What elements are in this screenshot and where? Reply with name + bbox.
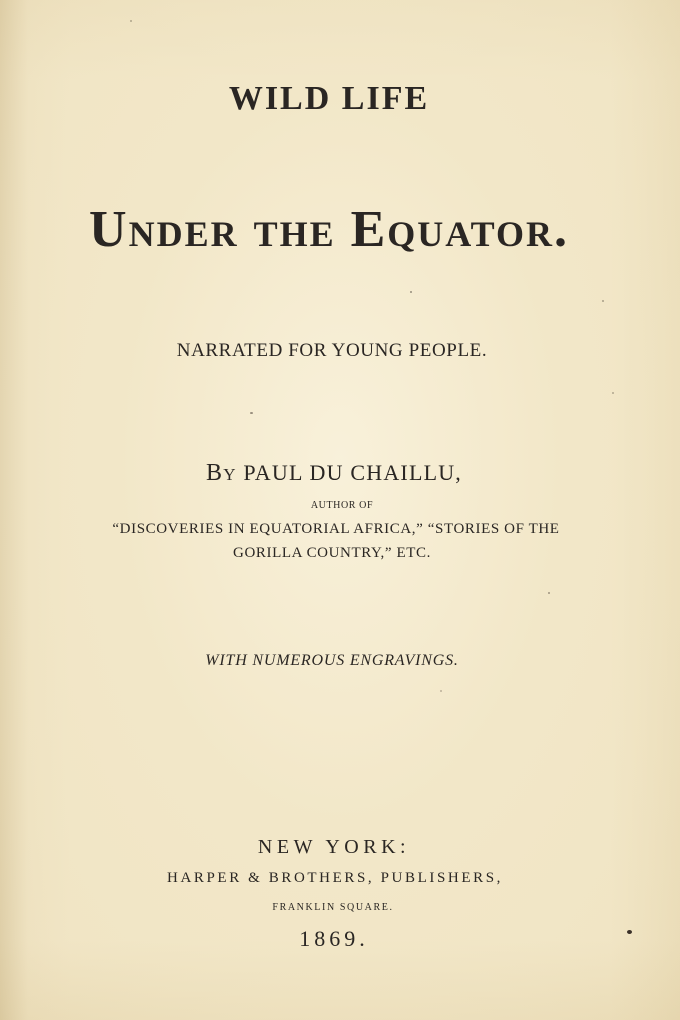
publication-city: NEW YORK: — [257, 836, 411, 858]
publication-year: 1869. — [299, 926, 369, 951]
publisher-name: HARPER & BROTHERS, PUBLISHERS, — [167, 870, 503, 886]
paper-speck — [250, 412, 253, 414]
paper-speck — [602, 300, 604, 302]
paper-speck — [410, 291, 412, 293]
previous-works-line-2: GORILLA COUNTRY,” ETC. — [233, 545, 431, 561]
paper-speck — [548, 592, 550, 594]
byline-prefix: By — [205, 460, 237, 486]
previous-works-line-1: “DISCOVERIES IN EQUATORIAL AFRICA,” “STORIES OF THE — [112, 521, 560, 537]
author-name: PAUL DU CHAILLU, — [243, 460, 463, 485]
byline — [0, 460, 674, 487]
author-of-label: AUTHOR OF — [310, 500, 374, 511]
paper-speck — [612, 392, 614, 394]
paper-speck — [627, 930, 632, 934]
paper-speck — [130, 20, 132, 22]
publisher-address: FRANKLIN SQUARE. — [272, 902, 394, 913]
book-title-line-2: Under the Equator. — [89, 201, 569, 258]
illustrations-note: WITH NUMEROUS ENGRAVINGS. — [205, 652, 459, 669]
book-title-line-1: WILD LIFE — [228, 80, 430, 117]
paper-speck — [440, 690, 442, 692]
subtitle: NARRATED FOR YOUNG PEOPLE. — [176, 340, 488, 361]
